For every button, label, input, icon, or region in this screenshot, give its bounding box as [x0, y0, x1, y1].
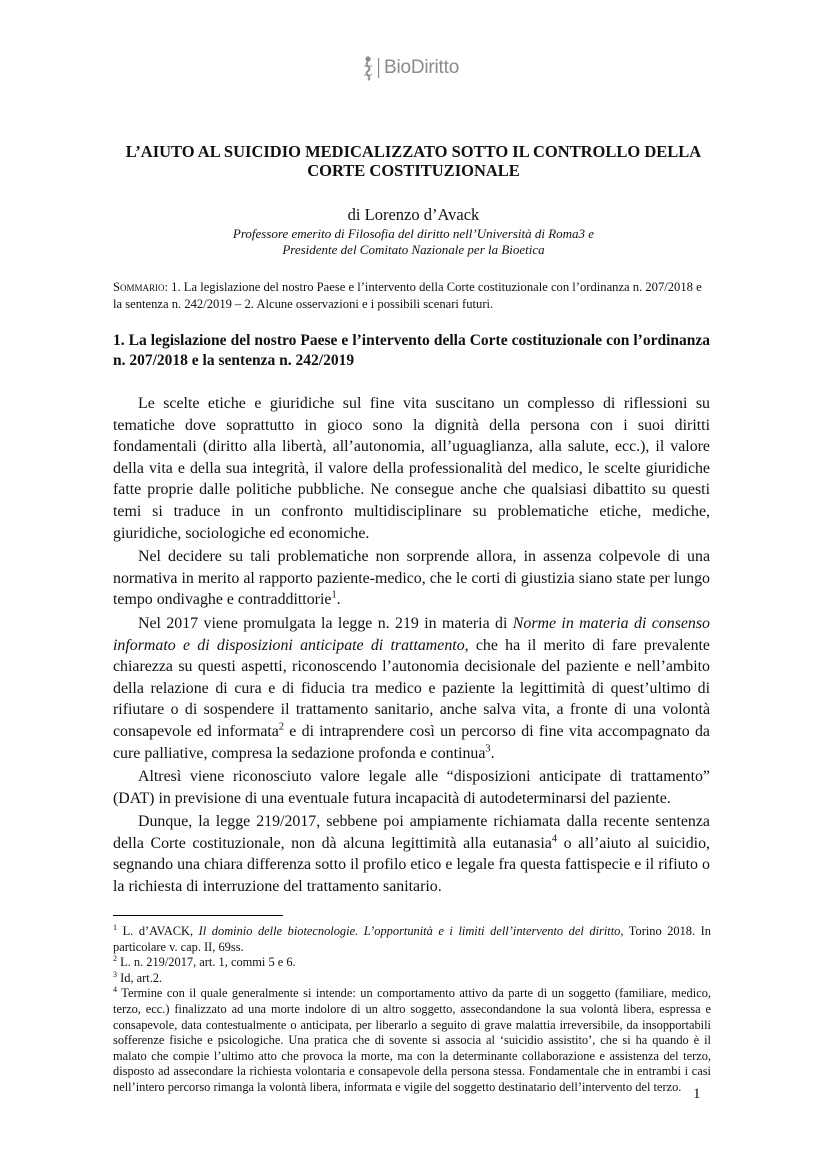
- paragraph-3-text-a: Nel 2017 viene promulgata la legge n. 219 in materia di: [138, 614, 513, 632]
- footnote-4-text: Termine con il quale generalmente si intende: un comportamento attivo da parte di un soggetto (familiare, medico, terzo, ecc.) finalizzato ad una morte indolore di un altro soggetto, assecondandone la sua volontà libera, espressa e consapevole, data contestualmente o anticipata, per liberarlo a seguito di grave malattia irreversibile, da insopportabili sofferenze fisiche e psicologiche. Una pratica che di sovente si associa al ‘suicidio assistito’, che si ha quando è il malato che compie l’ultimo atto che provoca la morte, ma con la determinante collaborazione e assistenza del terzo, disposto ad assecondare la richiesta volontaria e consapevole della persona stessa. Fondamentale che in entrambi i casi nell’intero percorso rimanga la volontà libera, informata e vigile del soggetto destinatario dell’intervento del terzo.: [113, 986, 711, 1094]
- logo-divider: [377, 57, 381, 79]
- section-1-title: 1. La legislazione del nostro Paese e l’intervento della Corte costituzionale con l’ordinanza n. 207/2018 e la sentenza n. 242/2019: [113, 332, 710, 369]
- paragraph-4: Altresì viene riconosciuto valore legale alle “disposizioni anticipate di trattamento” (DAT) in previsione di una eventuale futura incapacità di autodeterminarsi del paziente.: [113, 768, 710, 807]
- summary-label: Sommario:: [113, 280, 169, 294]
- footnote-ref-1[interactable]: 1: [331, 590, 337, 602]
- footnotes: [113, 924, 711, 1096]
- paragraph-5-text-b: o all’aiuto al suicidio, segnando una chiara differenza sotto il profilo etico e legale fra questa fattispecie e il rifiuto o la richiesta di interruzione del trattamento sanitario.: [113, 834, 711, 896]
- footnote-2: [113, 955, 711, 971]
- paragraph-1: Le scelte etiche e giuridiche sul fine vita suscitano un complesso di riflessioni su tematiche dove soprattutto in gioco sono la dignità della persona con i suoi diritti fondamentali (diritto alla libertà, all’autonomia, all’uguaglianza, alla salute, ecc.), il valore della vita e della sua integrità, il valore della professionalità del medico, le scelte giuridiche fatte proprie dalle politiche pubbliche. Ne consegue anche che qualsiasi dibattito su questi temi si traduce in un confronto multidisciplinare su problematiche etiche, mediche, giuridiche, sociologiche ed economiche.: [113, 395, 710, 542]
- affiliation-line-1: Professore emerito di Filosofia del diritto nell’Università di Roma3 e: [232, 226, 595, 241]
- footnote-3-number: 3: [113, 969, 118, 979]
- footnote-1-book-title: Il dominio delle biotecnologie. L’opportunità e i limiti dell’intervento del diritto: [198, 924, 621, 938]
- footnote-1: [113, 924, 711, 955]
- affiliation-line-2: Presidente del Comitato Nazionale per la Bioetica: [282, 242, 545, 257]
- paragraph-3-end: .: [490, 744, 495, 762]
- paragraph-3-text-c: e di intraprendere così un percorso di fine vita accompagnato da cure palliative, compresa la sedazione profonda e continua: [113, 722, 710, 762]
- paragraph-5: [113, 811, 710, 897]
- footnote-2-number: 2: [113, 954, 118, 964]
- paragraph-2-text: Nel decidere su tali problematiche non sorprende allora, in assenza colpevole di una normativa in merito al rapporto paziente-medico, che le corti di giustizia siano state per lungo tempo ondivaghe e contraddittorie: [113, 548, 710, 609]
- page-number: 1: [693, 1086, 701, 1102]
- footnote-ref-4[interactable]: 4: [551, 833, 557, 845]
- footnote-1-number: 1: [113, 922, 118, 932]
- footnote-4-number: 4: [113, 985, 118, 995]
- paragraph-2-end: .: [336, 591, 341, 609]
- footnote-ref-3[interactable]: 3: [485, 743, 491, 755]
- footnote-separator: [113, 915, 283, 916]
- body-text: [113, 393, 710, 900]
- paragraph-3: [113, 613, 710, 764]
- footnote-1-text-b: , Torino 2018. In particolare v. cap. II, 69ss.: [113, 924, 711, 954]
- paragraph-3-text-b: , che ha il merito di fare prevalente chiarezza su questi aspetti, riconoscendo l’autonomia decisionale del paziente e nell’ambito della relazione di cura e di fiducia tra medico e paziente la legittimità di quest’ultimo di rifiutare o di sospendere il trattamento sanitario, anche salva vita, a fronte di una volontà consapevole ed informata: [113, 636, 710, 740]
- biodiritto-logo: [359, 55, 459, 81]
- footnote-2-text: L. n. 219/2017, art. 1, commi 5 e 6.: [117, 955, 296, 970]
- author-affiliation: [110, 226, 717, 258]
- footnote-ref-2[interactable]: 2: [278, 721, 285, 733]
- paragraph-5-text-a: Dunque, la legge 219/2017, sebbene poi ampiamente richiamata dalla recente sentenza della Corte costituzionale, non dà alcuna legittimità alla eutanasia: [113, 813, 710, 852]
- footnote-4: [113, 986, 711, 1095]
- summary-text: 1. La legislazione del nostro Paese e l’intervento della Corte costituzionale con l’ordinanza n. 207/2018 e la sentenza n. 242/2019 – 2. Alcune osservazioni e i possibili scenari futuri.: [113, 280, 702, 311]
- paragraph-2: [113, 546, 710, 611]
- footnote-3-text: Id, art.2.: [117, 970, 163, 985]
- summary: [113, 279, 713, 313]
- biodiritto-logo-icon: [359, 55, 377, 81]
- footnote-1-text-a: L. d’AVACK,: [117, 924, 199, 938]
- document-title: L’AIUTO AL SUICIDIO MEDICALIZZATO SOTTO IL CONTROLLO DELLA CORTE COSTITUZIONALE: [125, 142, 702, 180]
- law-title: Norme in materia di consenso informato e di disposizioni anticipate di trattamento: [113, 614, 711, 654]
- footnote-3: [113, 971, 711, 987]
- author-line: di Lorenzo d’Avack: [347, 205, 480, 224]
- logo-text: BioDiritto: [384, 57, 460, 78]
